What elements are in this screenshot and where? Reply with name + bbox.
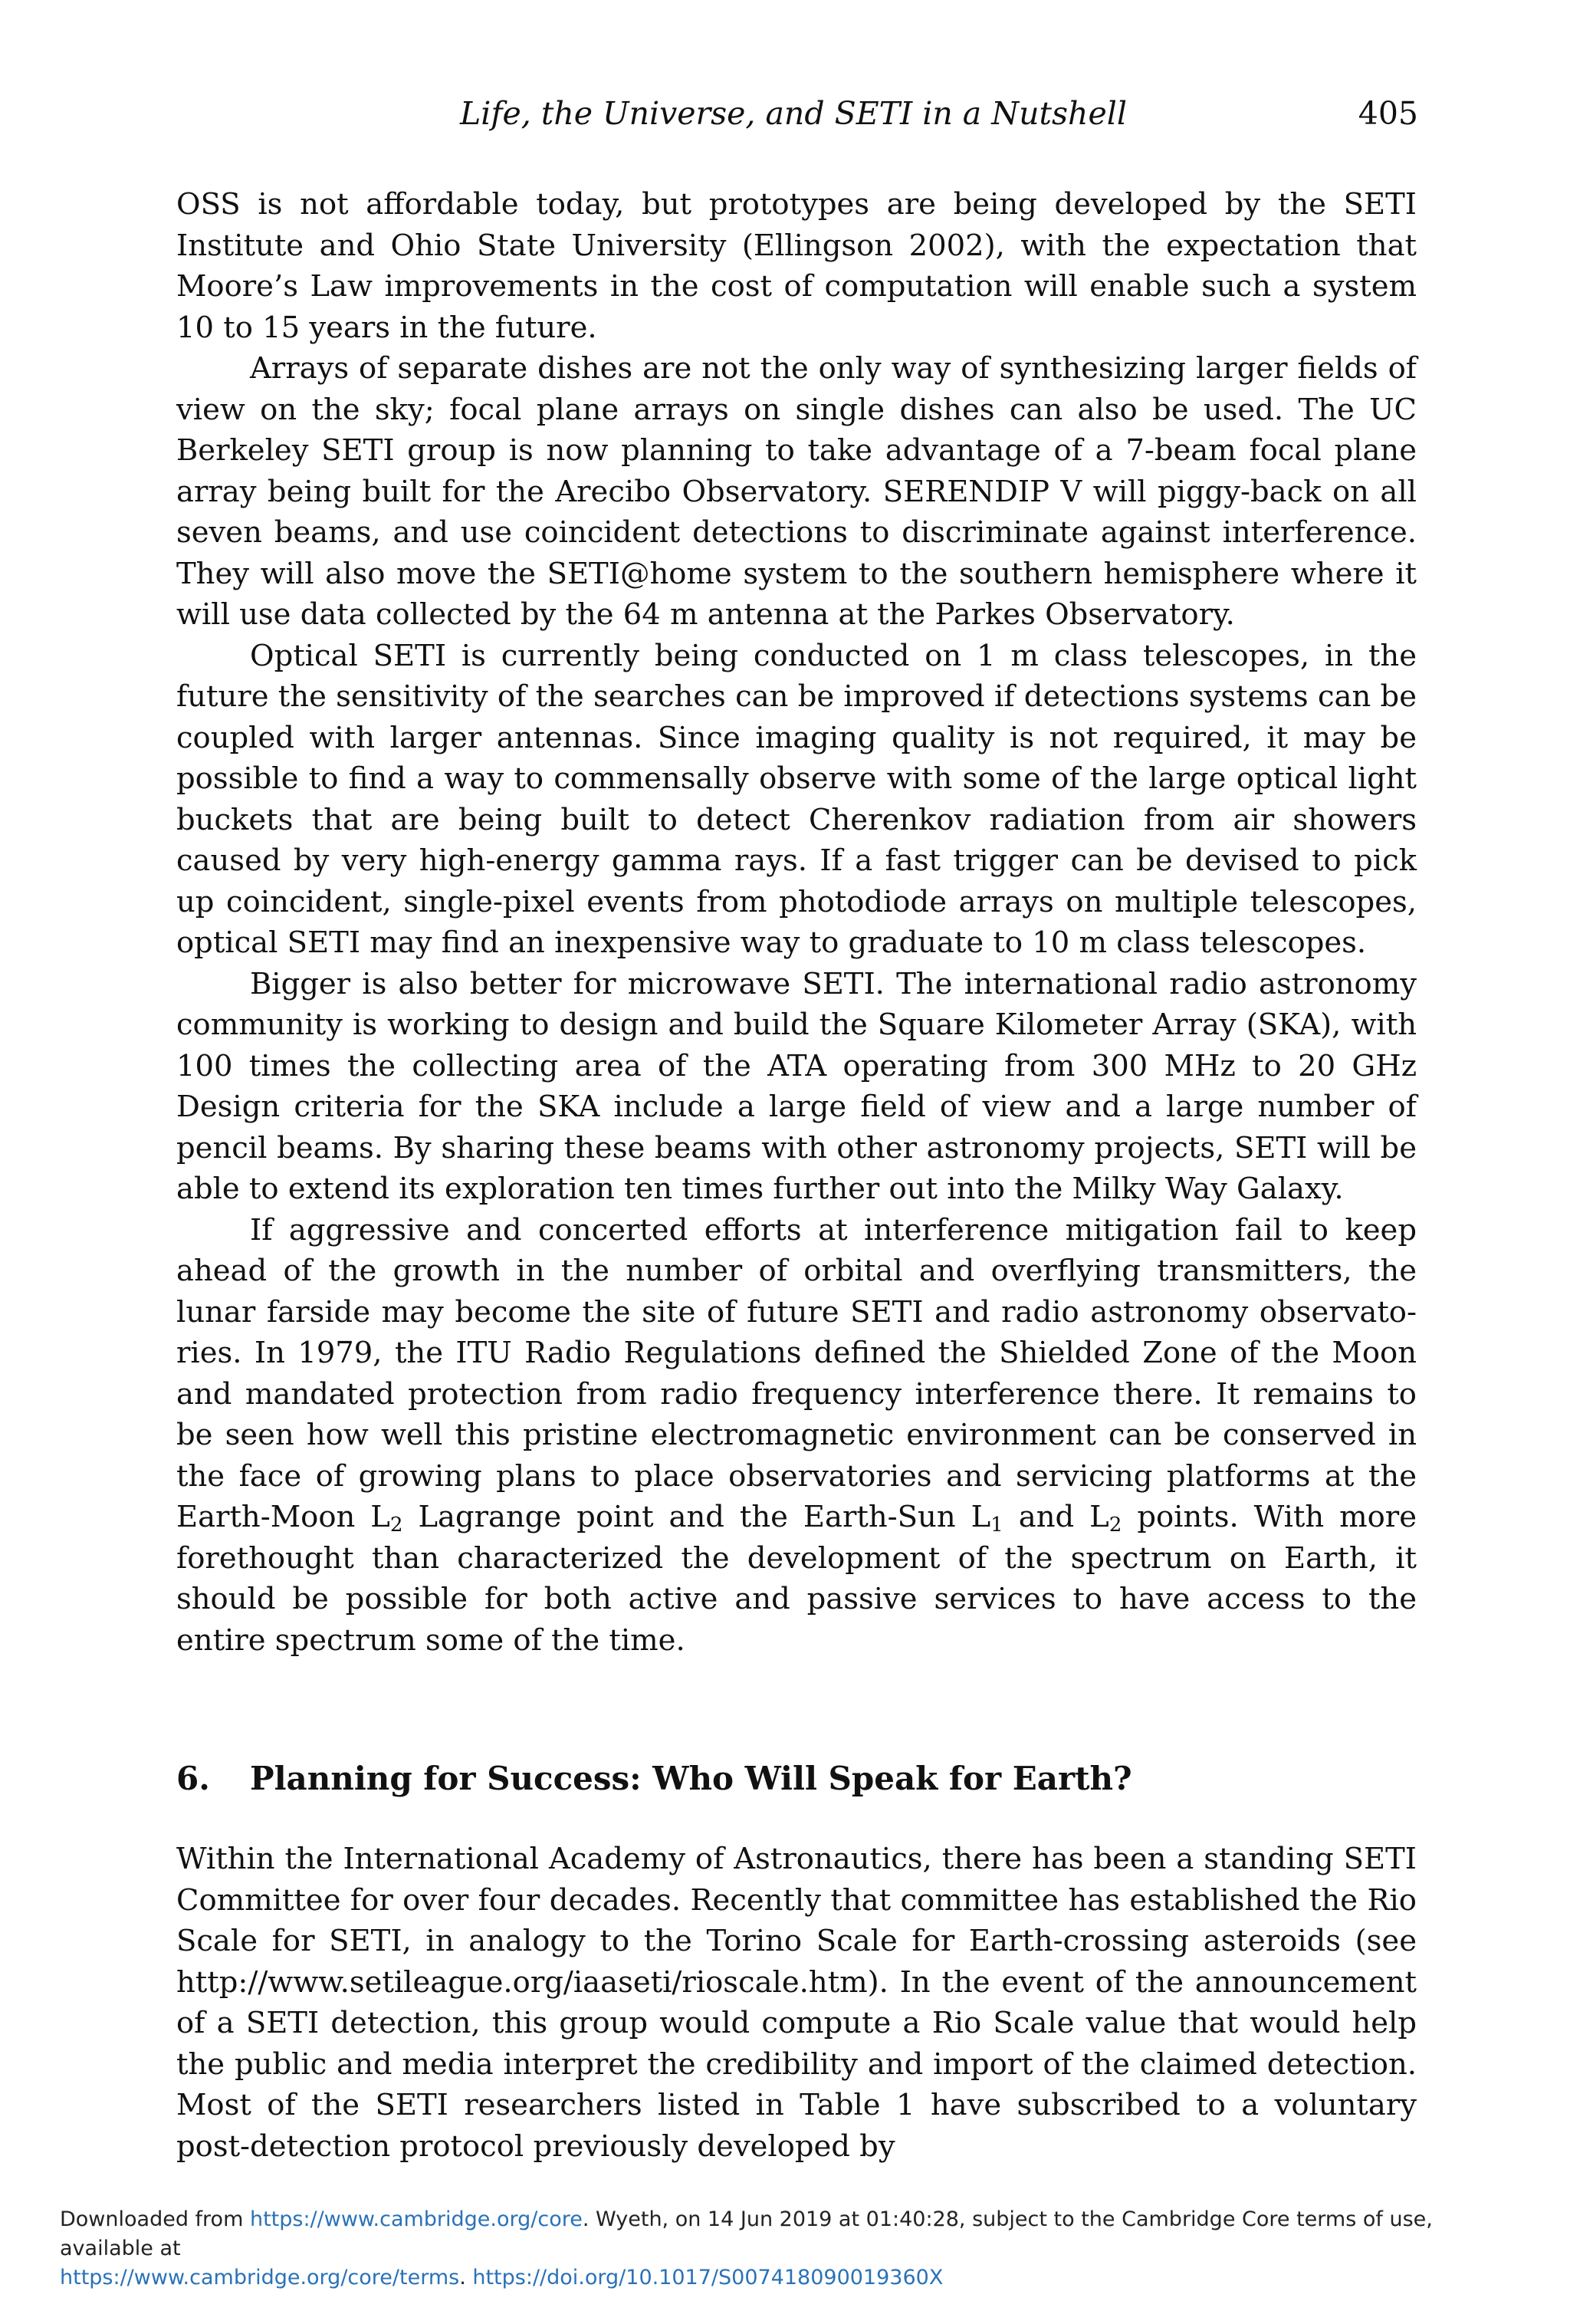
section-text [176,1839,1417,2167]
section-title: Planning for Success: Who Will Speak for Earth? [250,1760,1132,1797]
page-number: 405 [1358,95,1418,132]
paragraph-4: Bigger is also better for microwave SETI. The international radio astronomy community is working to design and build the Square Kilometer Array (SKA), with 100 times the collecting area of the ATA operating from 300 MHz to 20 GHz Design criteria for the SKA include a large field of view and a large number of pencil beams. By sharing these beams with other astronomy projects, SETI will be able to extend its exploration ten times further out into the Milky Way Galaxy. [176,966,1417,1206]
section-heading [176,1756,1417,1802]
paragraph-5 [176,1210,1417,1662]
footer-separator: . [459,2266,473,2289]
paragraph-3: Optical SETI is currently being conducted on 1 m class telescopes, in the future the sensitivity of the searches can be improved if detections systems can be coupled with larger antennas. Since imaging quality is not required, it may be possible to find a way to commensally observe with some of the large optical light buckets that are being built to detect Cherenkov radiation from air showers caused by very high-energy gamma rays. If a fast trigger can be devised to pick up coincident, single-pixel events from photodiode arrays on multiple telescopes, optical SETI may find an inexpensive way to graduate to 10 m class telescopes. [176,638,1417,960]
running-head [176,90,1418,136]
footer-line-1 [60,2205,1516,2263]
cambridge-core-link[interactable]: https://www.cambridge.org/core [249,2207,583,2231]
subscript-l1-earth-sun: 1 [990,1513,1003,1537]
running-title: Life, the Universe, and SETI in a Nutshell [460,95,1127,132]
body-text [176,184,1417,1661]
doi-link[interactable]: https://doi.org/10.1017/S007418090019360X [472,2266,944,2289]
footer-prefix: Downloaded from [60,2207,250,2231]
paragraph-5-part-3: and L [1003,1500,1109,1534]
paragraph-5-part-4: points. With more forethought than characterized the development of the spectrum on Earth, it should be possible for both active and passive services to have access to the entire spectrum some of the time. [176,1500,1417,1658]
paragraph-5-part-1: If aggressive and concerted efforts at interference mitigation fail to keep ahead of the growth in the number of orbital and overflying transmitters, the lunar farside may become the site of future SETI and radio astronomy observatories. In 1979, the ITU Radio Regulations defined the Shielded Zone of the Moon and mandated protection from radio frequency interference there. It remains to be seen how well this pristine electromagnetic environment can be conserved in the face of growing plans to place observatories and servicing platforms at the Earth-Moon L [176,1212,1417,1534]
download-footer [60,2205,1516,2293]
footer-terms-text: . Wyeth, on 14 Jun 2019 at 01:40:28, subject to the Cambridge Core terms of use, available at [60,2207,1433,2260]
subscript-l2-earth-moon: 2 [389,1513,403,1537]
paragraph-2: Arrays of separate dishes are not the only way of synthesizing larger fields of view on the sky; focal plane arrays on single dishes can also be used. The UC Berkeley SETI group is now planning to take advantage of a 7-beam focal plane array being built for the Arecibo Observatory. SERENDIP V will piggy-back on all seven beams, and use coincident detections to discriminate against interference. They will also move the SETI@home system to the southern hemisphere where it will use data collected by the 64 m antenna at the Parkes Observatory. [176,351,1417,632]
subscript-l2-earth-sun: 2 [1109,1513,1122,1537]
paragraph-5-part-2: Lagrange point and the Earth-Sun L [402,1500,991,1534]
section-number: 6. [176,1760,210,1797]
footer-line-2 [60,2263,1516,2293]
section-paragraph: Within the International Academy of Astronautics, there has been a standing SETI Committee for over four decades. Recently that committee has established the Rio Scale for SETI, in analogy to the Torino Scale for Earth-crossing asteroids (see http://www.setileague.org/iaaseti/rioscale.htm). In the event of the announcement of a SETI detection, this group would compute a Rio Scale value that would help the public and media interpret the credibility and import of the claimed detection. Most of the SETI researchers listed in Table 1 have subscribed to a voluntary post-detection protocol previously developed by [176,1842,1417,2164]
terms-link[interactable]: https://www.cambridge.org/core/terms [60,2266,460,2289]
paragraph-1: OSS is not affordable today, but prototypes are being developed by the SETI Institute and Ohio State University (Ellingson 2002), with the expectation that Moore’s Law improvements in the cost of computation will enable such a system 10 to 15 years in the future. [176,187,1417,345]
